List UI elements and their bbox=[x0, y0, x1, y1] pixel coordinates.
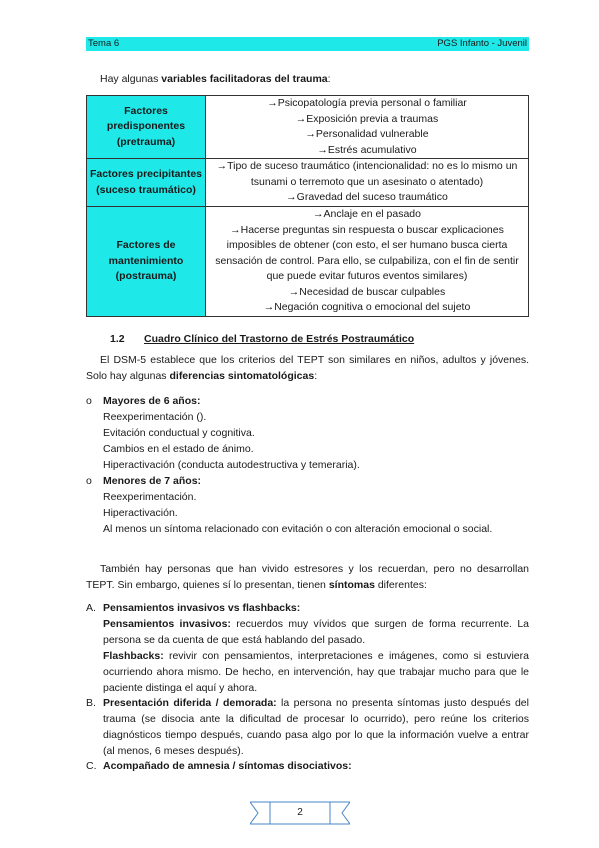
bullet-title: Acompañado de amnesia / síntomas disociativos: bbox=[103, 760, 352, 772]
factor-item: →Anclaje en el pasado bbox=[313, 208, 421, 220]
factor-label: Factores de mantenimiento (postrauma) bbox=[87, 207, 206, 317]
bullet-line: Al menos un síntoma relacionado con evitación o con alteración emocional o social. bbox=[103, 523, 493, 535]
intro-bold: variables facilitadoras del trauma bbox=[161, 73, 328, 85]
paragraph-dsm bbox=[86, 352, 529, 384]
bullet-marker: o bbox=[86, 395, 92, 407]
factor-label: Factores precipitantes (suceso traumático) bbox=[87, 159, 206, 207]
term-text: recuerdos muy vívidos que surgen de forma recurrente. La persona se da cuenta de que está hablando del pasado. bbox=[103, 618, 529, 646]
section-title: Cuadro Clínico del Trastorno de Estrés Postraumático bbox=[144, 333, 415, 345]
paragraph-suffix: diferentes: bbox=[374, 579, 427, 591]
bullet-title: Menores de 7 años: bbox=[103, 475, 202, 487]
list-item bbox=[86, 600, 529, 696]
factor-item: →Psicopatología previa personal o familiar bbox=[267, 97, 467, 109]
section-heading bbox=[110, 333, 414, 345]
factor-items bbox=[206, 207, 529, 317]
bullet-line: Evitación conductual y cognitiva. bbox=[103, 427, 255, 439]
page-number: 2 bbox=[297, 807, 303, 818]
intro-text: Hay algunas bbox=[100, 73, 162, 85]
bullet-title: Presentación diferida / demorada: bbox=[103, 697, 277, 709]
term-bold: Flashbacks: bbox=[103, 650, 164, 662]
page-header bbox=[86, 37, 529, 51]
factors-table bbox=[86, 95, 529, 317]
bullet-title: Mayores de 6 años: bbox=[103, 395, 201, 407]
list-item bbox=[86, 473, 529, 537]
factor-item: →Gravedad del suceso traumático bbox=[286, 191, 448, 204]
list-item bbox=[86, 758, 529, 774]
factor-items bbox=[206, 159, 529, 207]
header-topic: Tema 6 bbox=[88, 38, 120, 49]
paragraph-bold: síntomas bbox=[328, 579, 375, 591]
table-row bbox=[87, 159, 529, 207]
factor-item: →Necesidad de buscar culpables bbox=[288, 285, 446, 298]
paragraph-text: También hay personas que han vivido estresores y los recuerdan, pero no desarrollan TEPT. Sin embargo, quienes sí lo presentan, tienen bbox=[86, 563, 529, 591]
paragraph-text: El DSM-5 establece que los criterios del TEPT son similares en niños, adultos y jóvenes. Solo hay algunas bbox=[86, 354, 529, 382]
bullet-line: Reexperimentación (). bbox=[103, 411, 207, 423]
factor-item: →Hacerse preguntas sin respuesta o buscar explicaciones imposibles de obtener (con esto, el ser humano busca cierta sensación de control. Para ello, se culpabiliza, con el fin de sentir que puede evitar futuros eventos similares) bbox=[215, 223, 519, 282]
list-item bbox=[86, 695, 529, 759]
table-row bbox=[87, 96, 529, 159]
bullet-marker: o bbox=[86, 475, 92, 487]
table-row bbox=[87, 207, 529, 317]
factor-item: →Negación cognitiva o emocional del sujeto bbox=[263, 301, 471, 313]
term-text: revivir con pensamientos, interpretaciones e imágenes, como si estuviera ocurriendo ahora mismo. De hecho, en intervención, hay que trabajar mucho para que le paciente distinga el aquí y ahora. bbox=[103, 650, 529, 694]
factor-item: →Estrés acumulativo bbox=[317, 143, 417, 156]
bullet-line: Hiperactivación (conducta autodestructiva y temeraria). bbox=[103, 459, 360, 471]
factor-item: →Exposición previa a traumas bbox=[295, 112, 439, 125]
letter-marker: A. bbox=[86, 602, 96, 614]
section-number: 1.2 bbox=[110, 333, 125, 345]
factor-items bbox=[206, 96, 529, 159]
factor-item: →Tipo de suceso traumático (intencionalidad: no es lo mismo un tsunami o terremoto que un asesinato o atentado) bbox=[216, 160, 518, 188]
term-bold: Pensamientos invasivos: bbox=[103, 618, 231, 630]
paragraph-bold: diferencias sintomatológicas bbox=[169, 370, 315, 382]
header-course: PGS Infanto - Juvenil bbox=[437, 38, 527, 49]
bullet-text: la persona no presenta síntomas justo después del trauma (se disocia ante la dificultad de procesar lo ocurrido), pero reúne los criterios diagnósticos tiempo después, cuando pasa algo por lo que la información vuelve a entrar (al menos, 6 meses después). bbox=[103, 697, 529, 757]
paragraph-suffix: : bbox=[314, 370, 318, 382]
intro-sentence bbox=[100, 73, 331, 85]
page-number-badge bbox=[250, 800, 350, 826]
letter-marker: B. bbox=[86, 697, 96, 709]
factor-label: Factores predisponentes (pretrauma) bbox=[87, 96, 206, 159]
bullet-line: Cambios en el estado de ánimo. bbox=[103, 443, 254, 455]
intro-suffix: : bbox=[327, 73, 331, 85]
list-item bbox=[86, 393, 529, 473]
bullet-line: Reexperimentación. bbox=[103, 491, 197, 503]
bullet-line: Hiperactivación. bbox=[103, 507, 178, 519]
paragraph-symptoms bbox=[86, 561, 529, 593]
bullet-title: Pensamientos invasivos vs flashbacks: bbox=[103, 602, 301, 614]
factor-item: →Personalidad vulnerable bbox=[305, 128, 429, 140]
letter-marker: C. bbox=[86, 760, 97, 772]
